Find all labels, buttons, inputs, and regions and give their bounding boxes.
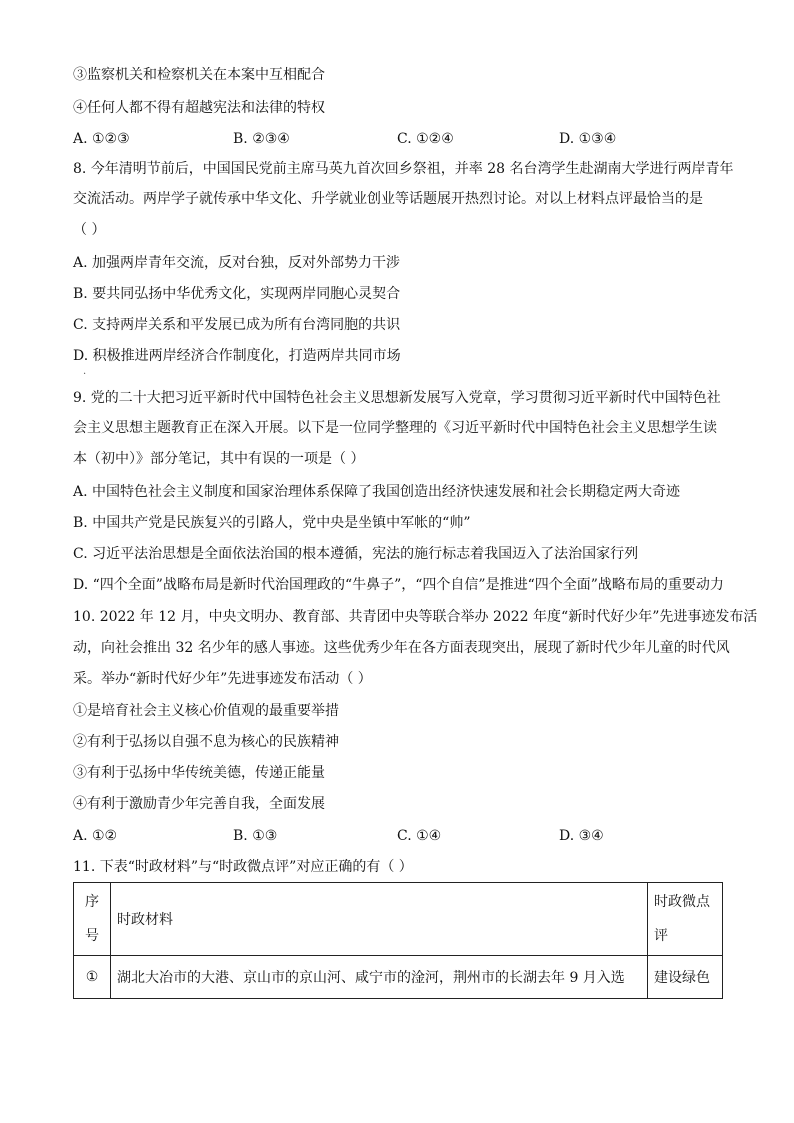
q7-options [73,129,723,149]
q7-option-b: B. ②③④ [233,131,290,147]
q8-option-c: C. 支持两岸关系和平发展已成为所有台湾同胞的共识 [73,317,401,333]
q8-option-b: B. 要共同弘扬中华优秀文化，实现两岸同胞心灵契合 [73,286,401,302]
q10-option-a: A. ①② [73,828,118,844]
q10-item-1: ①是培育社会主义核心价值观的最重要举措 [73,703,339,719]
q10-stem-line-2: 动，向社会推出 32 名少年的感人事迹。这些优秀少年在各方面表现突出，展现了新时代少年儿童的时代风 [73,640,730,656]
stray-dot: . [83,366,87,377]
q11-stem: 11. 下表“时政材料”与“时政微点评”对应正确的有（ ） [73,859,413,875]
q7-item-3: ③监察机关和检察机关在本案中互相配合 [73,67,325,83]
row-no: ① [74,956,111,999]
q8-option-d: D. 积极推进两岸经济合作制度化，打造两岸共同市场 [73,348,401,364]
q10-item-4: ④有利于激励青少年完善自我，全面发展 [73,796,325,812]
q9-stem-line-2: 会主义思想主题教育正在深入开展。以下是一位同学整理的《习近平新时代中国特色社会主义思想学生读 [73,420,717,436]
q8-stem-line-2: 交流活动。两岸学子就传承中华文化、升学就业创业等话题展开热烈讨论。对以上材料点评最恰当的是 [73,191,703,207]
table-header-row [74,883,723,956]
q9-stem-line-1: 9. 党的二十大把习近平新时代中国特色社会主义思想新发展写入党章，学习贯彻习近平新时代中国特色社 [73,390,721,406]
q10-stem-line-3: 采。举办“新时代好少年”先进事迹发布活动（ ） [73,671,372,687]
header-no: 序 号 [74,883,111,956]
q8-stem-line-3: （ ） [73,222,106,238]
q7-option-d: D. ①③④ [559,131,617,147]
q10-options [73,826,723,846]
table-row [74,956,723,999]
q9-option-b: B. 中国共产党是民族复兴的引路人，党中央是坐镇中军帐的“帅” [73,515,471,531]
q9-stem-line-3: 本（初中）》部分笔记，其中有误的一项是（ ） [73,451,365,467]
q10-item-3: ③有利于弘扬中华传统美德，传递正能量 [73,765,325,781]
q10-option-c: C. ①④ [397,828,442,844]
header-material: 时政材料 [111,883,648,956]
q8-option-a: A. 加强两岸青年交流，反对台独，反对外部势力干涉 [73,255,401,271]
row-material: 湖北大冶市的大港、京山市的京山河、咸宁市的淦河，荆州市的长湖去年 9 月入选 [111,956,648,999]
q7-option-a: A. ①②③ [73,131,130,147]
q7-option-c: C. ①②④ [397,131,454,147]
q10-stem-line-1: 10. 2022 年 12 月，中央文明办、教育部、共青团中央等联合举办 2022 年度“新时代好少年”先进事迹发布活 [73,609,758,625]
q9-option-a: A. 中国特色社会主义制度和国家治理体系保障了我国创造出经济快速发展和社会长期稳定两大奇迹 [73,484,681,500]
current-affairs-table [73,882,723,999]
row-comment: 建设绿色 [648,956,723,999]
q7-item-4: ④任何人都不得有超越宪法和法律的特权 [73,100,325,116]
q9-option-c: C. 习近平法治思想是全面依法治国的根本遵循，宪法的施行标志着我国迈入了法治国家行列 [73,546,639,562]
q10-option-b: B. ①③ [233,828,278,844]
q8-stem-line-1: 8. 今年清明节前后，中国国民党前主席马英九首次回乡祭祖，并率 28 名台湾学生赴湖南大学进行两岸青年 [73,161,734,177]
header-comment: 时政微点 评 [648,883,723,956]
q10-item-2: ②有利于弘扬以自强不息为核心的民族精神 [73,734,339,750]
q10-option-d: D. ③④ [559,828,604,844]
q9-option-d: D. “四个全面”战略布局是新时代治国理政的“牛鼻子”，“四个自信”是推进“四个全面”战略布局的重要动力 [73,577,724,593]
